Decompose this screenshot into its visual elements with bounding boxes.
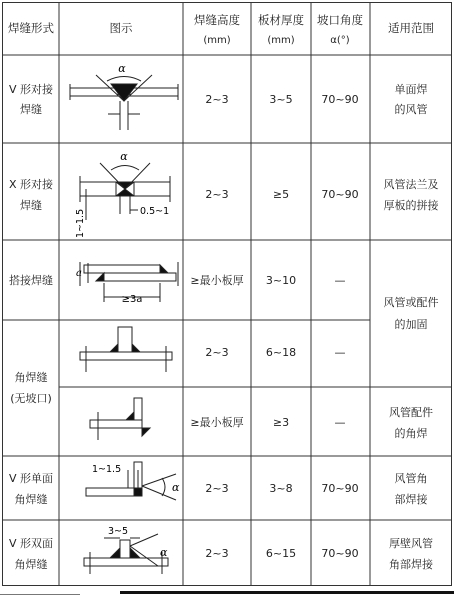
row2-angle: — [334,274,346,287]
row1-form-line1: X 形对接 [8,178,54,191]
lap-thickness-label: a [76,268,82,279]
header-thickness-unit: (mm) [267,35,295,46]
row1-range-line2: 厚板的拼接 [383,199,439,212]
header-weld-height: 焊缝高度 [194,13,240,27]
row6-form-line1: V 形双面 [8,537,54,550]
row6-range-line1: 厚壁风管 [389,537,433,550]
header-range: 适用范围 [388,21,434,35]
row1-thickness: ≥5 [272,188,290,201]
x-butt-root-face-label: 1~1.5 [75,208,86,238]
row5-range-line1: 风管角 [394,472,428,485]
row0-weld-height: 2~3 [205,93,229,106]
x-butt-alpha-label: α [120,150,128,163]
v-double-fillet-weld-diagram [84,534,168,574]
row4-range-line2: 的角焊 [394,427,428,440]
row3-weld-height: 2~3 [205,346,229,359]
row2-range-line2: 的加固 [394,318,428,331]
row3-form-line2: (无坡口) [10,392,52,405]
header-weld-height-unit: (mm) [203,35,231,46]
header-angle-unit: α(°) [330,35,350,46]
header-angle: 坡口角度 [317,13,363,27]
row5-weld-height: 2~3 [205,482,229,495]
row4-weld-height: ≥最小板厚 [190,416,244,429]
header-diagram: 图示 [109,21,133,35]
row4-range-line1: 风管配件 [389,406,433,419]
row0-form-line2: 焊缝 [20,103,42,116]
v-double-gap-label: 3~5 [108,526,129,537]
row2-thickness: 3~10 [265,274,297,287]
row0-range-line2: 的风管 [394,103,428,116]
row6-weld-height: 2~3 [205,547,229,560]
x-butt-root-gap-label: 0.5~1 [140,206,170,217]
row6-range-line2: 角部焊接 [389,558,433,571]
row6-thickness: 6~15 [265,547,297,560]
row0-thickness: 3~5 [269,93,293,106]
row0-range-line1: 单面焊 [394,83,428,96]
row1-form-line2: 焊缝 [20,199,42,212]
row4-angle: — [334,416,346,429]
row6-angle: 70~90 [321,547,359,560]
row5-angle: 70~90 [321,482,359,495]
row1-angle: 70~90 [321,188,359,201]
v-butt-weld-diagram [70,75,178,130]
row0-form-line1: V 形对接 [8,83,54,96]
v-butt-alpha-label: α [118,62,126,75]
row1-weld-height: 2~3 [205,188,229,201]
page-bottom-rule [120,591,454,594]
row3-angle: — [334,346,346,359]
row6-form-line2: 角焊缝 [14,558,48,571]
row3-form-line1: 角焊缝 [14,371,48,384]
row1-range-line1: 风管法兰及 [383,178,439,191]
row5-thickness: 3~8 [269,482,293,495]
row5-range-line2: 部焊接 [394,493,428,506]
v-single-gap-label: 1~1.5 [92,464,122,475]
lap-overlap-label: ≥3a [121,294,143,305]
corner-fillet-weld-diagram [90,398,150,440]
page-bottom-rule-left [0,594,80,595]
row4-thickness: ≥3 [272,416,290,429]
v-single-alpha-label: α [172,481,180,494]
row5-form-line1: V 形单面 [8,472,54,485]
row3-thickness: 6~18 [265,346,297,359]
header-weld-form: 焊缝形式 [8,21,54,35]
row2-form: 搭接焊缝 [9,274,53,287]
row5-form-line2: 角焊缝 [14,493,48,506]
fillet-t-weld-diagram [80,327,172,372]
row2-range-line1: 风管或配件 [383,296,439,309]
header-thickness: 板材厚度 [258,13,304,27]
row0-angle: 70~90 [321,93,359,106]
v-double-alpha-label: α [160,546,168,559]
row2-weld-height: ≥最小板厚 [190,274,244,287]
